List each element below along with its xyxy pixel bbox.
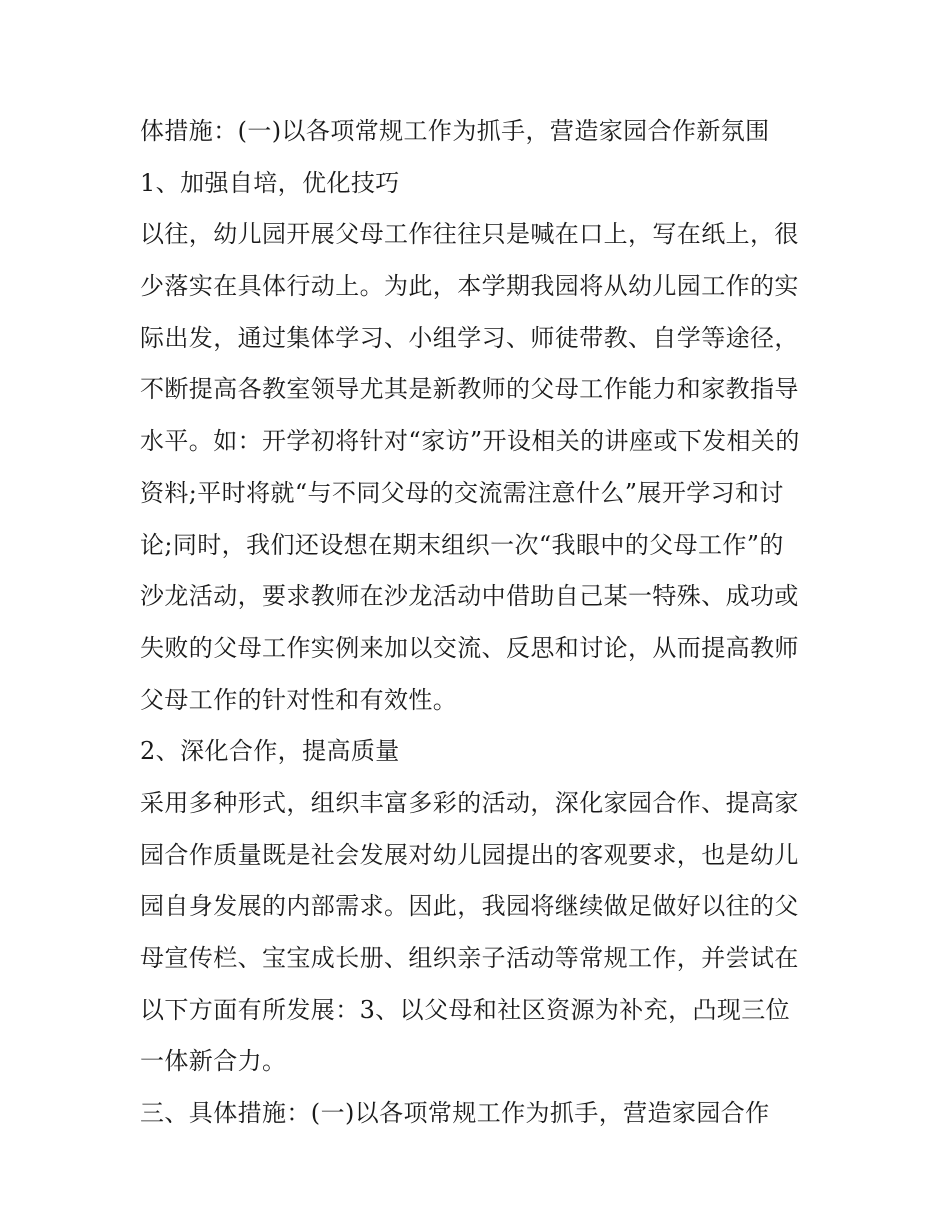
text-line: 园合作质量既是社会发展对幼儿园提出的客观要求，也是幼儿 <box>140 840 799 869</box>
text-line: 际出发，通过集体学习、小组学习、师徒带教、自学等途径， <box>140 323 799 352</box>
text-line: 母宣传栏、宝宝成长册、组织亲子活动等常规工作，并尝试在 <box>140 944 799 972</box>
document-body <box>140 106 812 1140</box>
text-line: 一体新合力。 <box>140 1047 287 1076</box>
text-line: 失败的父母工作实例来加以交流、反思和讨论，从而提高教师 <box>140 633 799 662</box>
text-line: 三、具体措施：(一)以各项常规工作为抓手，营造家园合作 <box>140 1099 770 1128</box>
section-heading: 2、深化合作，提高质量 <box>140 737 400 766</box>
text-line: 论;同时，我们还设想在期末组织一次“我眼中的父母工作”的 <box>140 530 784 559</box>
text-line: 体措施：(一)以各项常规工作为抓手，营造家园合作新氛围 <box>140 117 770 145</box>
text-line: 父母工作的针对性和有效性。 <box>140 685 458 714</box>
text-line: 以往，幼儿园开展父母工作往往只是喊在口上，写在纸上，很 <box>140 220 799 249</box>
text-line: 沙龙活动，要求教师在沙龙活动中借助自己某一特殊、成功或 <box>140 582 799 611</box>
text-line: 水平。如：开学初将针对“家访”开设相关的讲座或下发相关的 <box>140 427 800 456</box>
text-line: 不断提高各教室领导尤其是新教师的父母工作能力和家教指导 <box>140 375 799 404</box>
text-line: 资料;平时将就“与不同父母的交流需注意什么”展开学习和讨 <box>140 478 784 507</box>
text-line: 以下方面有所发展：3、以父母和社区资源为补充，凸现三位 <box>140 995 791 1024</box>
text-line: 采用多种形式，组织丰富多彩的活动，深化家园合作、提高家 <box>140 788 799 817</box>
text-line: 少落实在具体行动上。为此，本学期我园将从幼儿园工作的实 <box>140 272 799 301</box>
text-line: 园自身发展的内部需求。因此，我园将继续做足做好以往的父 <box>140 892 799 921</box>
section-heading: 1、加强自培，优化技巧 <box>140 168 400 197</box>
